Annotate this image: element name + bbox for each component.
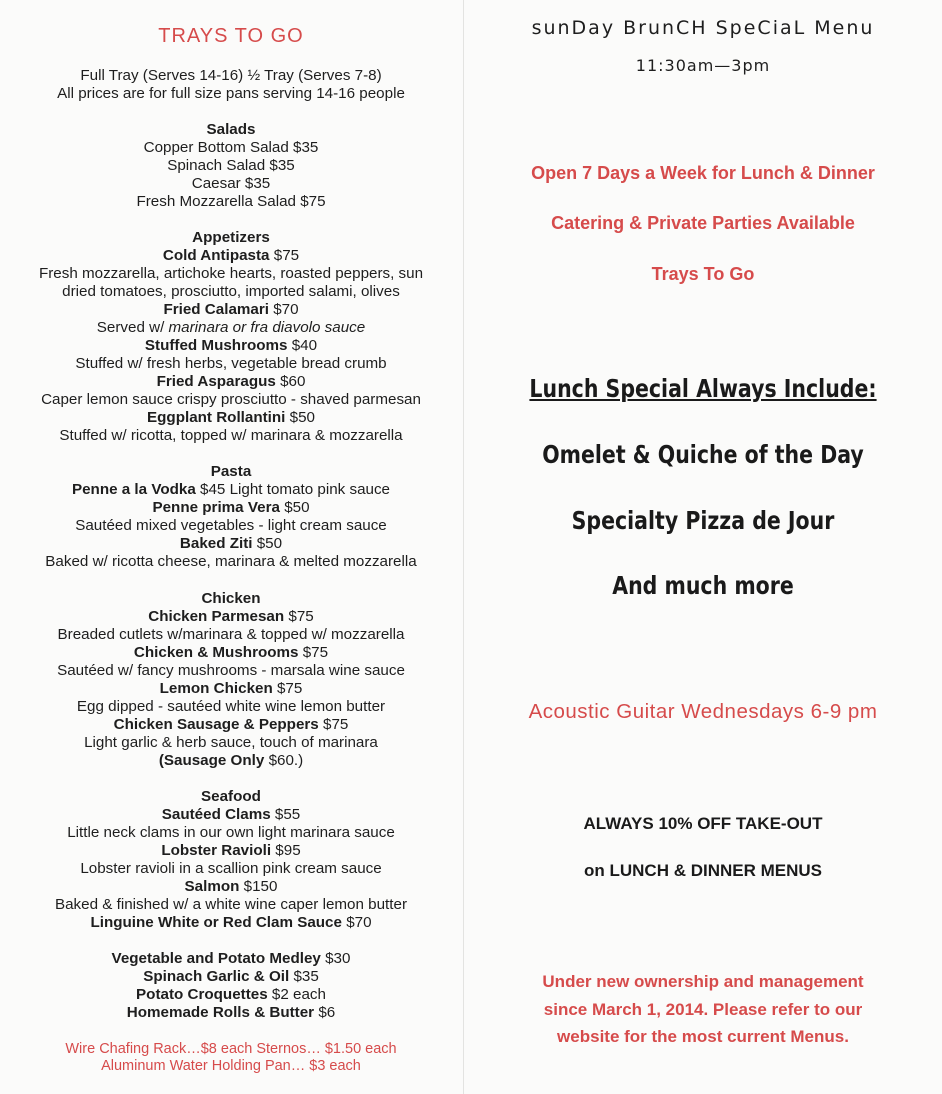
trays-title: TRAYS TO GO xyxy=(158,25,304,47)
menu-item-stuffed-mushrooms: Stuffed Mushrooms $40 xyxy=(144,337,318,354)
tray-note: All prices are for full size pans serving 14-16 people xyxy=(57,85,405,102)
takeout-discount: ALWAYS 10% OFF TAKE-OUT xyxy=(583,814,823,833)
item-description: Fresh mozzarella, artichoke hearts, roasted peppers, sun xyxy=(38,265,424,282)
menu-item-fried-asparagus: Fried Asparagus $60 xyxy=(156,373,306,390)
menu-item-penne-vodka: Penne a la Vodka $45 Light tomato pink sauce xyxy=(71,481,391,498)
takeout-discount-menus: on LUNCH & DINNER MENUS xyxy=(584,861,822,880)
seafood-section xyxy=(0,788,462,932)
menu-item-chicken-mushrooms: Chicken & Mushrooms $75 xyxy=(133,644,329,661)
trays-to-go-text: Trays To Go xyxy=(651,264,755,284)
salad-item: Copper Bottom Salad $35 xyxy=(143,139,319,156)
menu-item-lobster-ravioli: Lobster Ravioli $95 xyxy=(161,842,301,859)
menu-item-sauteed-clams: Sautéed Clams $55 xyxy=(161,806,301,823)
menu-item-baked-ziti: Baked Ziti $50 xyxy=(179,535,283,552)
appetizers-section xyxy=(0,229,462,445)
lunch-special-item: And much more xyxy=(612,571,794,600)
item-description: Served w/ marinara or fra diavolo sauce xyxy=(96,319,366,336)
open-days-text: Open 7 Days a Week for Lunch & Dinner xyxy=(531,163,875,183)
item-description: Egg dipped - sautéed white wine lemon butter xyxy=(76,698,386,715)
item-description: Light garlic & herb sauce, touch of marinara xyxy=(84,734,378,751)
item-description: Little neck clams in our own light marinara sauce xyxy=(67,824,395,841)
acoustic-guitar-text: Acoustic Guitar Wednesdays 6-9 pm xyxy=(528,700,878,723)
menu-item-lemon-chicken: Lemon Chicken $75 xyxy=(159,680,303,697)
item-description: Stuffed w/ ricotta, topped w/ marinara & mozzarella xyxy=(59,427,403,444)
menu-item-penne-primavera: Penne prima Vera $50 xyxy=(152,499,310,516)
ownership-notice: Under new ownership and management since March 1, 2014. Please refer to our website for the most current Menus. xyxy=(542,972,864,1046)
salad-item: Fresh Mozzarella Salad $75 xyxy=(136,193,326,210)
tray-sizes: Full Tray (Serves 14-16) ½ Tray (Serves 7-8) xyxy=(80,67,382,84)
item-description: Caper lemon sauce crispy prosciutto - shaved parmesan xyxy=(41,391,421,408)
salad-item: Spinach Salad $35 xyxy=(167,157,295,174)
menu-item-cold-antipasta: Cold Antipasta $75 xyxy=(162,247,300,264)
trays-panel xyxy=(0,0,462,1094)
item-description: Breaded cutlets w/marinara & topped w/ mozzarella xyxy=(57,626,405,643)
catering-text: Catering & Private Parties Available xyxy=(551,213,855,233)
menu-item-chicken-sausage: Chicken Sausage & Peppers $75 xyxy=(113,716,349,733)
menu-item-eggplant-rollantini: Eggplant Rollantini $50 xyxy=(147,409,315,426)
menu-item-croquettes: Potato Croquettes $2 each xyxy=(136,986,326,1003)
equipment-footer xyxy=(0,1041,462,1075)
item-description: Stuffed w/ fresh herbs, vegetable bread crumb xyxy=(75,355,387,372)
menu-item-rolls: Homemade Rolls & Butter $6 xyxy=(126,1004,336,1021)
item-description: Sautéed w/ fancy mushrooms - marsala wine sauce xyxy=(57,662,405,679)
salad-item: Caesar $35 xyxy=(191,175,271,192)
item-description: Sautéed mixed vegetables - light cream sauce xyxy=(75,517,387,534)
brunch-time: 11:30am—3pm xyxy=(635,56,771,75)
pasta-heading: Pasta xyxy=(210,463,252,480)
menu-item-fried-calamari: Fried Calamari $70 xyxy=(163,301,299,318)
menu-item-chicken-parmesan: Chicken Parmesan $75 xyxy=(148,608,314,625)
info-panel xyxy=(464,0,942,1094)
lunch-special-item: Specialty Pizza de Jour xyxy=(571,506,835,535)
appetizers-heading: Appetizers xyxy=(192,229,270,246)
salads-heading: Salads xyxy=(206,121,256,138)
footer-line: Aluminum Water Holding Pan… $3 each xyxy=(101,1058,361,1074)
footer-line: Wire Chafing Rack…$8 each Sternos… $1.50 each xyxy=(65,1041,397,1057)
pasta-section xyxy=(0,463,462,571)
menu-item-linguine: Linguine White or Red Clam Sauce $70 xyxy=(90,914,372,931)
menu-item-sausage-only: (Sausage Only $60.) xyxy=(158,752,304,769)
menu-item-salmon: Salmon $150 xyxy=(184,878,278,895)
item-description: Baked & finished w/ a white wine caper lemon butter xyxy=(54,896,408,913)
item-description: Lobster ravioli in a scallion pink cream sauce xyxy=(80,860,382,877)
menu-item-medley: Vegetable and Potato Medley $30 xyxy=(111,950,351,967)
sides-section xyxy=(0,950,462,1022)
menu-item-spinach: Spinach Garlic & Oil $35 xyxy=(143,968,319,985)
chicken-section xyxy=(0,590,462,770)
salads-section xyxy=(0,121,462,211)
brunch-title: sunDay BrunCH SpeCiaL Menu xyxy=(531,17,875,39)
lunch-special-item: Omelet & Quiche of the Day xyxy=(542,440,864,469)
tray-sizes-block xyxy=(0,67,462,103)
item-description: Baked w/ ricotta cheese, marinara & melted mozzarella xyxy=(45,553,417,570)
lunch-special-heading: Lunch Special Always Include: xyxy=(529,374,877,403)
item-description: dried tomatoes, prosciutto, imported salami, olives xyxy=(62,283,400,300)
seafood-heading: Seafood xyxy=(201,788,261,805)
chicken-heading: Chicken xyxy=(201,590,261,607)
